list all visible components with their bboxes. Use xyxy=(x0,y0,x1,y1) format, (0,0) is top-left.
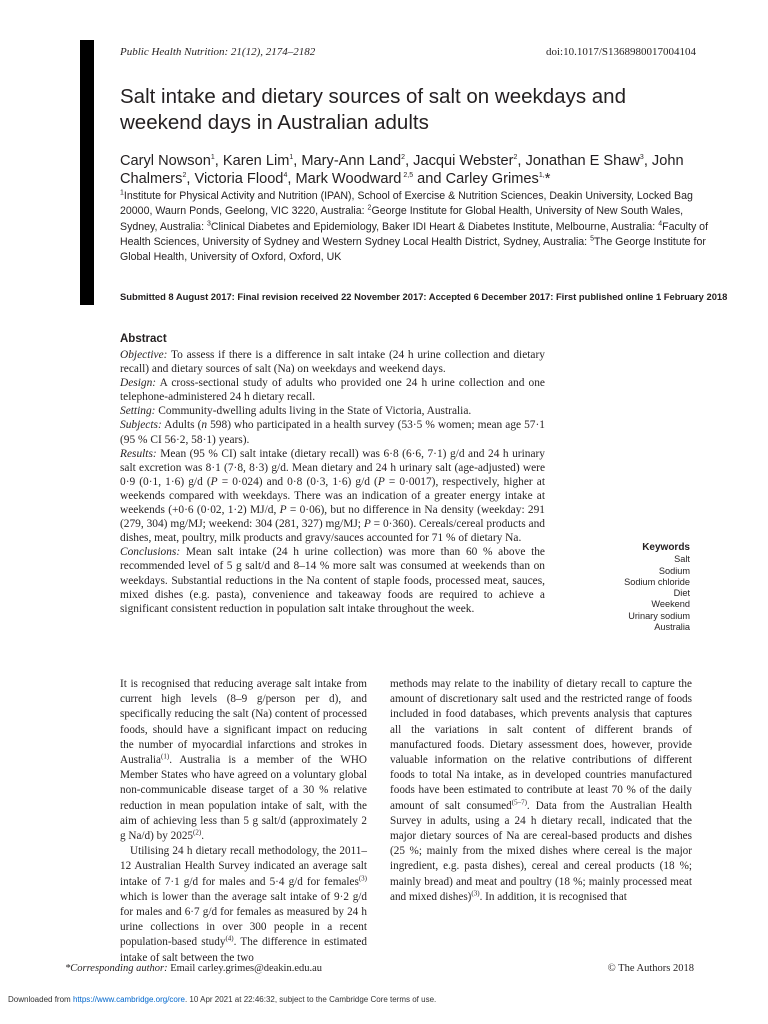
doi[interactable]: doi:10.1017/S1368980017004104 xyxy=(545,46,696,58)
corresponding-author-footnote: *Corresponding author: Email carley.grimes@deakin.edu.au xyxy=(65,963,323,974)
abstract-subjects: Subjects: Adults (n 598) who participated in a health survey (53·5 % women; mean age 57·1 (95 % CI 56·2, 58·1) years). xyxy=(120,419,545,446)
abstract-design: Design: A cross-sectional study of adults who provided one 24 h urine collection and one telephone-administered 24 h dietary recall. xyxy=(120,377,545,404)
keyword: Salt xyxy=(674,554,690,565)
journal-citation: Public Health Nutrition: 21(12), 2174–2182 xyxy=(120,46,316,58)
body-column-left xyxy=(120,677,367,966)
body-column-right xyxy=(390,677,692,905)
body-paragraph: Utilising 24 h dietary recall methodology, the 2011–12 Australian Health Survey indicated an average salt intake of 7·1 g/d for males and 5·4 g/d for females$^{(3)}$ which is lower than the average salt intake of 9·2 g/d for males and 6·7 g/d for females as measured by 24 h urine collections in over 300 people in a recent population-based study$^{(4)}$. The difference in estimated intake of salt between the two xyxy=(120,845,367,964)
article-title: Salt intake and dietary sources of salt on weekdays and weekend days in Australian adults xyxy=(120,85,626,134)
abstract-results: Results: Mean (95 % CI) salt intake (dietary recall) was 6·8 (6·6, 7·1) g/d and 24 h urinary salt excretion was 8·1 (7·8, 8·3) g/d. Mean dietary and 24 h urinary salt (age-adjusted) were 0·9 (0·1, 1·6) g/d (P = 0·024) and 0·8 (0·3, 1·6) g/d (P = 0·0017), respectively, higher at weekends compared with weekdays. There was an indication of a greater energy intake at weekends (+0·6 (0·02, 1·2) MJ/d, P = 0·06), but no difference in Na density (weekday: 291 (279, 304) mg/MJ; weekend: 304 (281, 327) mg/MJ; P = 0·360). Cereals/cereal products and dishes, meat, poultry, milk products and gravy/sauces accounted for 71 % of dietary Na. xyxy=(120,447,545,545)
sidebar-bar xyxy=(80,40,94,305)
body-paragraph: It is recognised that reducing average salt intake from current high levels (8–9 g/person per d), and specifically reducing the salt (Na) content of processed foods, should have a significant impact on reducing the number of myocardial infarctions and strokes in Australia$^{(1)}$. Australia is a member of the WHO Member States who have agreed on a voluntary global non-communicable disease target of a 30 % relative reduction in mean population intake of salt, with the aim of achieving less than 5 g salt/d (approximately 2 g Na/d) by 2025$^{(2)}$. xyxy=(120,678,367,843)
copyright: © The Authors 2018 xyxy=(607,963,694,974)
abstract-body xyxy=(120,348,545,616)
keyword: Sodium chloride xyxy=(624,576,690,587)
body-paragraph: methods may relate to the inability of dietary recall to capture the amount of discretionary salt used and the restricted range of foods included in food databases, which prevents analysis that captures all the variations in salt content of different brands of manufactured foods. Dietary assessment does, however, provide valuable information on the relative contributions of different foods to total Na intake, as in developed countries manufactured foods have been estimated to contribute at least 70 % of the daily amount of salt consumed$^{(5-7)}$. Data from the Australian Health Survey in adults, using a 24 h dietary recall, indicated that the major dietary sources of Na are cereal-based products and dishes (25 %; mainly from the mixed dishes where cereal is the major ingredient, e.g. pasta dishes), cereal and cereal products (18 %; mainly bread) and meat and poultry (18 %; mainly processed meat and mixed dishes)$^{(3)}$. In addition, it is recognised that xyxy=(390,678,692,903)
submission-dates: Submitted 8 August 2017: Final revision received 22 November 2017: Accepted 6 December 2017: First published online 1 February 2018 xyxy=(120,291,728,302)
cambridge-core-link[interactable]: https://www.cambridge.org/core xyxy=(72,995,185,1004)
keyword: Sodium xyxy=(658,565,690,576)
keywords-heading: Keywords xyxy=(642,542,690,553)
affiliations: $^1$Institute for Physical Activity and Nutrition (IPAN), School of Exercise & Nutrition Sciences, Deakin University, Locked Bag 20000, Waurn Ponds, Geelong, VIC 3220, Australia: $^2$George Institute for Global Health, University of New South Wales, Sydney, Australia: $^3$Clinical Diabetes and Epidemiology, Baker IDI Heart & Diabetes Institute, Melbourne, Australia: $^4$Faculty of Health Sciences, University of Sydney and Western Sydney Local Health District, Sydney, Australia: $^5$The George Institute for Global Health, University of Oxford, Oxford, UK xyxy=(120,189,709,264)
abstract-setting: Setting: Community-dwelling adults living in the State of Victoria, Australia. xyxy=(120,405,472,418)
keyword: Diet xyxy=(673,588,690,599)
abstract-conclusions: Conclusions: Mean salt intake (24 h urine collection) was more than 60 % above the recommended level of 5 g salt/d and 8–14 % more salt was consumed at weekends than on weekdays. Substantial reductions in the Na content of staple foods, processed meat, sauces, mixed dishes (e.g. pasta), convenience and takeaway foods are required to achieve a significant consistent reduction in population salt intake throughout the week. xyxy=(120,546,545,615)
author-email[interactable]: Email carley.grimes@deakin.edu.au xyxy=(170,963,323,974)
abstract-heading: Abstract xyxy=(120,333,167,345)
keyword: Weekend xyxy=(651,599,690,610)
keywords-box xyxy=(550,542,690,633)
abstract-objective: Objective: To assess if there is a difference in salt intake (24 h urine collection and dietary recall) and dietary sources of salt (Na) on weekdays and weekend days. xyxy=(120,349,545,376)
author-list: Caryl Nowson$^1$, Karen Lim$^1$, Mary-Ann Land$^2$, Jacqui Webster$^2$, Jonathan E Shaw$^3$, John Chalmers$^2$, Victoria Flood$^4$, Mark Woodward $^{2,5}$ and Carley Grimes$^{1,}$* xyxy=(120,153,684,187)
download-notice: Downloaded from https://www.cambridge.org/core. 10 Apr 2021 at 22:46:32, subject to the Cambridge Core terms of use. xyxy=(8,995,437,1004)
keyword: Urinary sodium xyxy=(628,610,690,621)
keyword: Australia xyxy=(654,622,690,633)
